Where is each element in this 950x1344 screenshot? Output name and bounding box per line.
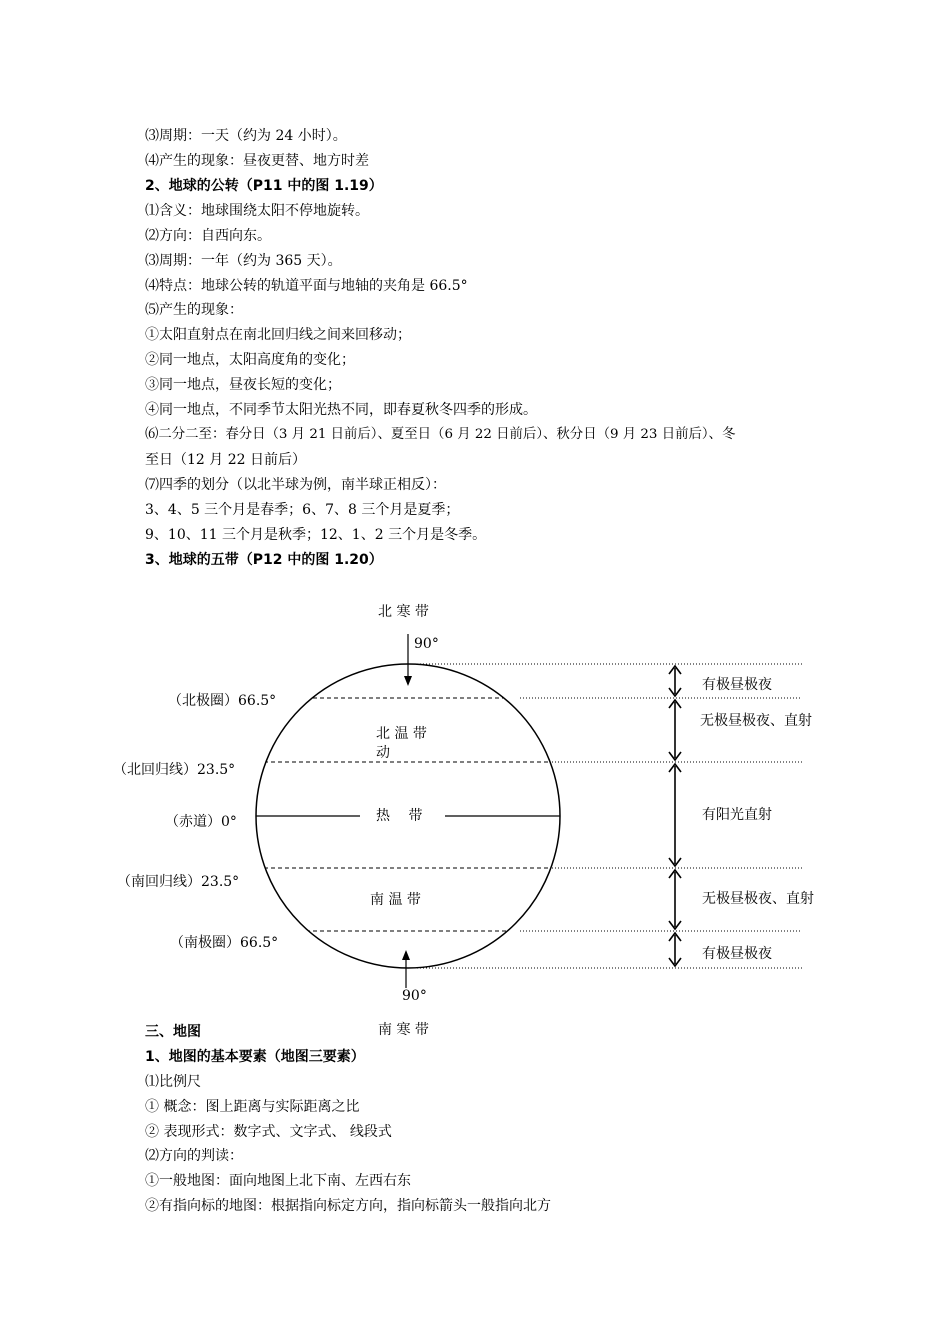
line-revolution-feature: ⑷特点：地球公转的轨道平面与地轴的夹角是 66.5° [145,278,468,294]
right-label-direct-sun: 有阳光直射 [702,807,772,823]
north-temperate-extra: 动 [376,745,390,761]
line-revolution-meaning: ⑴含义：地球围绕太阳不停地旋转。 [145,203,369,219]
arctic-circle-label: （北极圈）66.5° [168,693,277,709]
line-seasons-title: ⑺四季的划分（以北半球为例，南半球正相反）： [145,477,446,493]
south-frigid-label: 南 寒 带 [378,1022,429,1038]
heading-revolution: 2、地球的公转（P11 中的图 1.19） [145,178,383,194]
south-temperate-label: 南 温 带 [370,892,421,908]
line-direction-title: ⑵方向的判读： [145,1148,243,1164]
line-revolution-direction: ⑵方向：自西向东。 [145,228,271,244]
line-scale-concept: ① 概念：图上距离与实际距离之比 [145,1099,360,1115]
right-label-no-polar-south: 无极昼极夜、直射 [702,891,814,907]
right-label-polar-north: 有极昼极夜 [702,677,772,693]
north-temperate-label: 北 温 带 [376,726,427,742]
line-phenomenon-2: ②同一地点，太阳高度角的变化； [145,352,355,368]
line-revolution-period: ⑶周期：一年（约为 365 天）。 [145,253,342,269]
north-pole-degree: 90° [414,636,439,652]
five-zones-diagram [0,590,950,1050]
heading-five-zones: 3、地球的五带（P12 中的图 1.20） [145,552,383,568]
tropical-label: 热 带 [376,808,423,824]
heading-map: 三、地图 [145,1024,201,1040]
line-scale-title: ⑴比例尺 [145,1074,201,1090]
line-phenomenon-3: ③同一地点，昼夜长短的变化； [145,377,341,393]
line-scale-forms: ② 表现形式：数字式、文字式、 线段式 [145,1124,392,1140]
tropic-cancer-label: （北回归线）23.5° [113,762,236,778]
heading-map-elements: 1、地图的基本要素（地图三要素） [145,1049,365,1065]
line-direction-general: ①一般地图：面向地图上北下南、左西右东 [145,1173,411,1189]
north-sun-arrowhead [404,676,412,686]
right-label-no-polar-north: 无极昼极夜、直射 [700,713,812,729]
north-frigid-label: 北 寒 带 [378,604,429,620]
line-seasons-2: 9、10、11 三个月是秋季；12、1、2 三个月是冬季。 [145,527,487,543]
line-solstices-1: ⑹二分二至：春分日（3 月 21 日前后）、夏至日（6 月 22 日前后）、秋分日（9 月 23 日前后）、冬 [145,427,736,442]
tropic-capricorn-label: （南回归线）23.5° [117,874,240,890]
line-phenomenon-4: ④同一地点，不同季节太阳光热不同，即春夏秋冬四季的形成。 [145,402,537,418]
line-direction-arrow: ②有指向标的地图：根据指向标定方向，指向标箭头一般指向北方 [145,1198,551,1214]
equator-label: （赤道）0° [165,814,237,830]
south-pole-degree: 90° [402,988,427,1004]
line-rotation-phenomena: ⑷产生的现象：昼夜更替、地方时差 [145,153,369,169]
line-phenomena-title: ⑸产生的现象： [145,302,243,318]
line-phenomenon-1: ①太阳直射点在南北回归线之间来回移动； [145,327,411,343]
south-sun-arrowhead [402,950,410,960]
antarctic-circle-label: （南极圈）66.5° [170,935,279,951]
line-seasons-1: 3、4、5 三个月是春季；6、7、8 三个月是夏季； [145,502,460,518]
line-rotation-period: ⑶周期：一天（约为 24 小时）。 [145,128,347,144]
right-label-polar-south: 有极昼极夜 [702,946,772,962]
line-solstices-2: 至日（12 月 22 日前后） [145,452,306,468]
